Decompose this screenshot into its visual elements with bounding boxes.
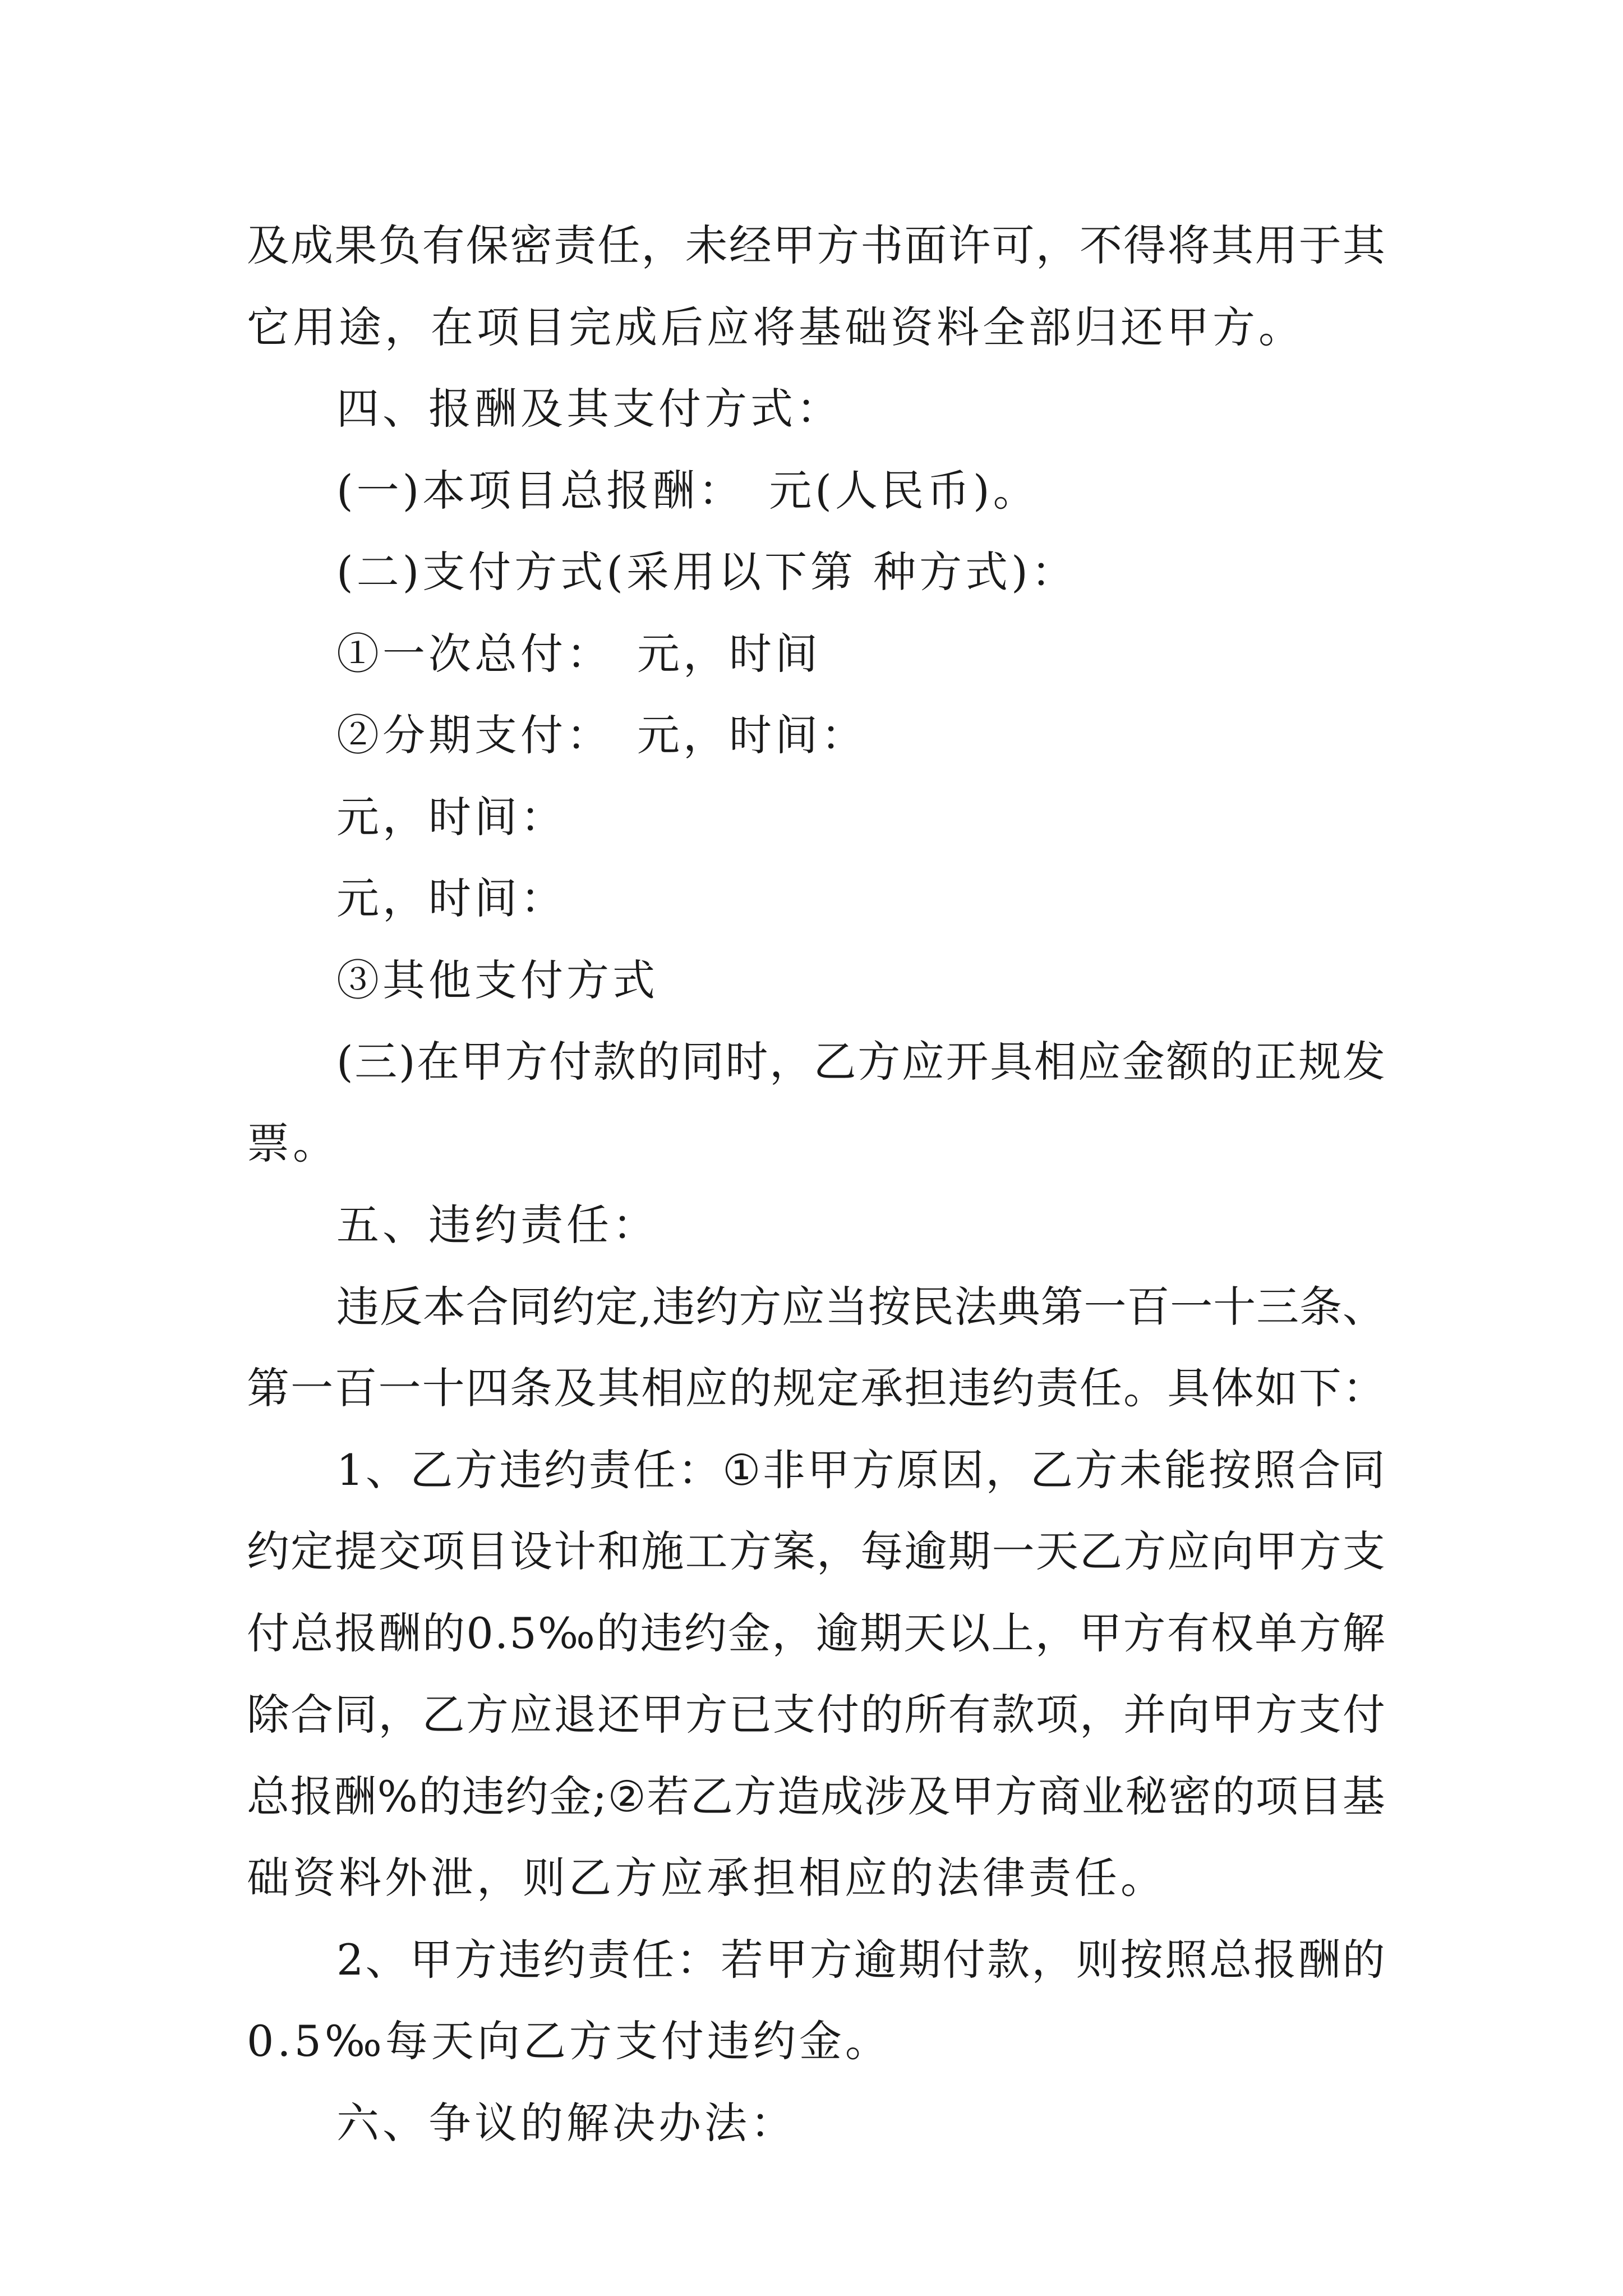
paragraph-line: 1 、 乙 方 违 约 责 任 ： ① 非 甲 方 原 因 ， 乙 方 未 能 按 照 合 同 bbox=[336, 1444, 1385, 1495]
paragraph-line: 六、争议的解决办法： bbox=[336, 2097, 796, 2148]
paragraph-line: 第 一 百 一 十 四 条 及 其 相 应 的 规 定 承 担 违 约 责 任 。 具 体 如 下 ： bbox=[247, 1363, 1385, 1413]
paragraph-line: 元，时间： bbox=[336, 873, 566, 923]
paragraph-line: ③其他支付方式 bbox=[336, 955, 658, 1005]
paragraph-line: 四、报酬及其支付方式： bbox=[336, 384, 842, 434]
paragraph-line: 础资料外泄，则乙方应承担相应的法律责任。 bbox=[247, 1853, 1166, 1903]
paragraph-line: 元，时间： bbox=[336, 792, 566, 842]
paragraph-line: 除 合 同 ， 乙 方 应 退 还 甲 方 已 支 付 的 所 有 款 项 ， 并 向 甲 方 支 付 bbox=[247, 1690, 1385, 1740]
paragraph-line: 五、违约责任： bbox=[336, 1200, 658, 1250]
paragraph-line: 票。 bbox=[247, 1118, 339, 1168]
paragraph-line: 总 报 酬 % 的 违 约 金 ; ② 若 乙 方 造 成 涉 及 甲 方 商 业 秘 密 的 项 目 基 bbox=[247, 1771, 1385, 1821]
paragraph-line: ( 三 ) 在 甲 方 付 款 的 同 时 ， 乙 方 应 开 具 相 应 金 额 的 正 规 发 bbox=[336, 1037, 1385, 1087]
document-body bbox=[247, 205, 1385, 2164]
paragraph-line: 约 定 提 交 项 目 设 计 和 施 工 方 案 ， 每 逾 期 一 天 乙 方 应 向 甲 方 支 bbox=[247, 1526, 1385, 1576]
paragraph-line: (二)支付方式(采用以下第 种方式)： bbox=[336, 547, 1077, 597]
paragraph-line: ②分期支付： 元，时间： bbox=[336, 710, 867, 760]
paragraph-line: ①一次总付： 元，时间 bbox=[336, 628, 821, 679]
paragraph-line: 2 、 甲 方 违 约 责 任 ： 若 甲 方 逾 期 付 款 ， 则 按 照 总 报 酬 的 bbox=[336, 1934, 1385, 1985]
paragraph-line: 它用途，在项目完成后应将基础资料全部归还甲方。 bbox=[247, 302, 1304, 352]
paragraph-line: (一)本项目总报酬： 元(人民币)。 bbox=[336, 465, 1039, 516]
paragraph-line: 0.5‰每天向乙方支付违约金。 bbox=[247, 2016, 891, 2066]
paragraph-line: 违 反 本 合 同 约 定 , 违 约 方 应 当 按 民 法 典 第 一 百 一 十 三 条 、 bbox=[336, 1281, 1385, 1332]
paragraph-line: 付 总 报 酬 的 0 . 5 ‰ 的 违 约 金 ， 逾 期 天 以 上 ， 甲 方 有 权 单 方 解 bbox=[247, 1608, 1385, 1658]
paragraph-line: 及 成 果 负 有 保 密 责 任 ， 未 经 甲 方 书 面 许 可 ， 不 得 将 其 用 于 其 bbox=[247, 220, 1385, 270]
